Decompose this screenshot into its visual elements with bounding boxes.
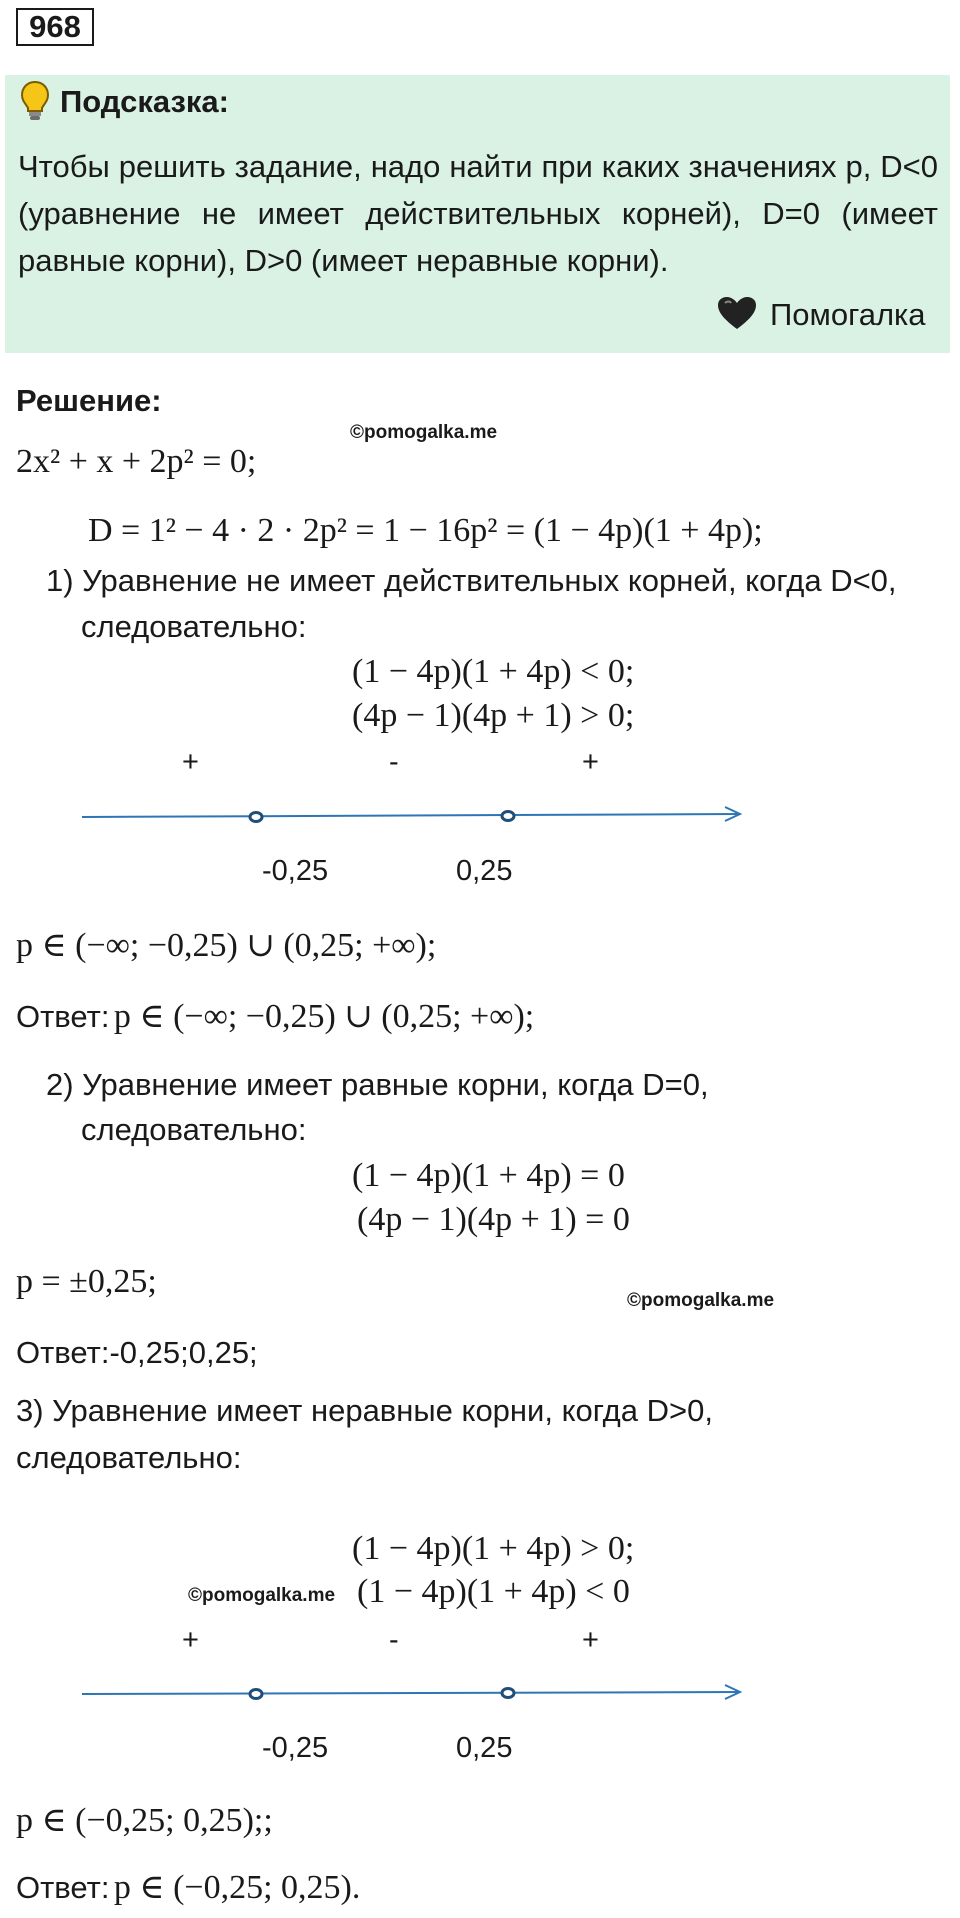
sign-plus-right: +: [582, 1624, 599, 1656]
point-pos-025: [502, 1689, 514, 1698]
axis-line: [82, 1692, 740, 1694]
sign-plus-left: +: [182, 746, 199, 778]
equation: 2x² + x + 2p² = 0;: [16, 443, 257, 480]
lightbulb-icon: [20, 80, 50, 122]
case2-text-2: следовательно:: [81, 1112, 307, 1147]
case3-text-2: следовательно:: [16, 1440, 242, 1475]
case1-text: 1) Уравнение не имеет действительных корней, когда D<0,: [46, 563, 897, 598]
case1-inequality-1: (1 − 4p)(1 + 4p) < 0;: [352, 653, 635, 690]
discriminant: D = 1² − 4 · 2 · 2p² = 1 − 16p² = (1 − 4p)(1 + 4p);: [88, 512, 763, 549]
case1-answer: [16, 996, 534, 1036]
point-neg-025: [250, 813, 262, 822]
label-neg-025: -0,25: [262, 855, 329, 887]
watermark: ©pomogalka.me: [627, 1290, 775, 1311]
sign-plus-left: +: [182, 1624, 199, 1656]
case2-text: 2) Уравнение имеет равные корни, когда D=0,: [46, 1067, 709, 1102]
sign-minus: -: [389, 746, 399, 778]
number-line-2: [80, 1678, 750, 1708]
solution-heading: Решение:: [16, 383, 162, 418]
answer-label: Ответ:: [16, 1870, 110, 1905]
answer-label: Ответ:: [16, 999, 110, 1034]
case3-inequality-2: (1 − 4p)(1 + 4p) < 0: [357, 1573, 630, 1610]
hint-text: Чтобы решить задание, надо найти при каких значениях p, D<0 (уравнение не имеет действительных корней), D=0 (имеет равные корни), D>0 (имеет неравные корни).: [18, 149, 938, 278]
case3-inequality-1: (1 − 4p)(1 + 4p) > 0;: [352, 1530, 635, 1567]
watermark: ©pomogalka.me: [188, 1585, 336, 1606]
case2-result: p = ±0,25;: [16, 1263, 157, 1300]
number-line-1: [80, 800, 750, 830]
case1-result: p ∈ (−∞; −0,25) ∪ (0,25; +∞);: [16, 927, 437, 964]
case3-text: 3) Уравнение имеет неравные корни, когда D>0,: [16, 1393, 713, 1428]
point-pos-025: [502, 812, 514, 821]
case3-answer: [16, 1867, 360, 1907]
heart-icon: [716, 295, 758, 331]
case3-result: p ∈ (−0,25; 0,25);;: [16, 1802, 273, 1839]
label-pos-025: 0,25: [456, 855, 513, 887]
answer-value: p ∈ (−∞; −0,25) ∪ (0,25; +∞);: [113, 998, 535, 1035]
axis-line: [82, 814, 740, 817]
label-pos-025: 0,25: [456, 1732, 513, 1764]
watermark: ©pomogalka.me: [350, 422, 498, 443]
case2-equation-1: (1 − 4p)(1 + 4p) = 0: [352, 1157, 625, 1194]
brand-label: Помогалка: [770, 297, 926, 332]
sign-plus-right: +: [582, 746, 599, 778]
task-number: 968: [16, 8, 94, 46]
hint-title: Подсказка:: [60, 84, 229, 119]
sign-minus: -: [389, 1624, 399, 1656]
case2-equation-2: (4p − 1)(4p + 1) = 0: [357, 1201, 630, 1238]
answer-value: p ∈ (−0,25; 0,25).: [113, 1869, 361, 1906]
case1-inequality-2: (4p − 1)(4p + 1) > 0;: [352, 697, 635, 734]
case2-answer: Ответ:-0,25;0,25;: [16, 1335, 258, 1370]
case1-text-2: следовательно:: [81, 609, 307, 644]
point-neg-025: [250, 1690, 262, 1699]
label-neg-025: -0,25: [262, 1732, 329, 1764]
